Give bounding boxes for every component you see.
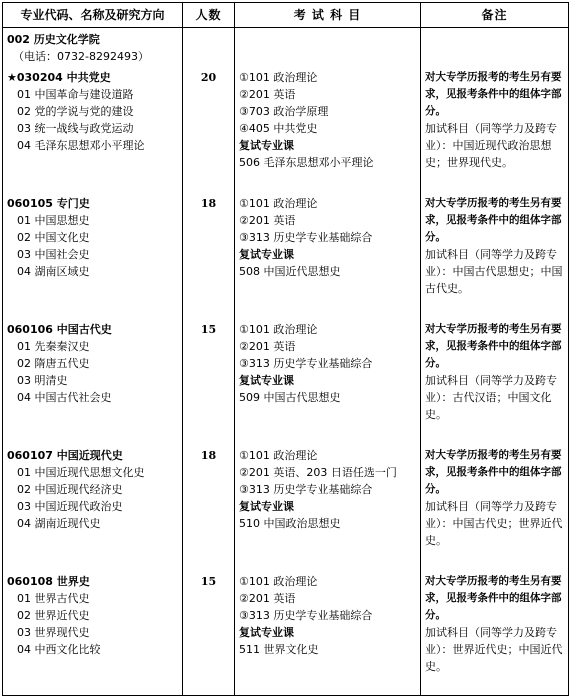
- major-count-block: [187, 443, 230, 569]
- major-count: 18: [200, 449, 217, 462]
- major-count: 18: [200, 197, 217, 210]
- header-major-code: 专业代码、名称及研究方向: [3, 3, 183, 28]
- school-subjects-empty: [235, 28, 421, 66]
- exam-subject: ②201 英语: [239, 340, 296, 353]
- exam-subject: ③703 政治学原理: [239, 105, 329, 118]
- exam-subjects-cell: [235, 317, 421, 443]
- retest-label: 复试专业课: [239, 626, 294, 639]
- exam-subject: ②201 英语、203 日语任选一门: [239, 466, 397, 479]
- note-requirement: 对大专学历报考的考生另有要求，见报考条件中的组体字部分。: [425, 575, 562, 621]
- research-direction: 03 世界现代史: [17, 626, 90, 639]
- notes-block: [425, 191, 564, 317]
- major-block: [7, 443, 178, 569]
- major-count-cell: [183, 317, 235, 443]
- major-name-cell: [3, 317, 183, 443]
- retest-subject: 506 毛泽东思想邓小平理论: [239, 156, 374, 169]
- research-direction: 04 湖南近现代史: [17, 517, 101, 530]
- major-count: 15: [200, 575, 217, 588]
- note-extra-subjects: 加试科目（同等学力及跨专业）：中国古代思想史；中国古代史。: [425, 248, 563, 295]
- retest-label: 复试专业课: [239, 248, 294, 261]
- header-subjects: 考 试 科 目: [235, 3, 421, 28]
- exam-subjects-block: [239, 65, 416, 191]
- exam-subject: ①101 政治理论: [239, 449, 318, 462]
- admissions-table: [2, 2, 569, 696]
- exam-subject: ④405 中共党史: [239, 122, 318, 135]
- notes-cell: [421, 191, 569, 317]
- major-count-cell: [183, 569, 235, 696]
- exam-subject: ②201 英语: [239, 592, 296, 605]
- exam-subject: ①101 政治理论: [239, 323, 318, 336]
- major-code-name: 060107 中国近现代史: [7, 449, 123, 462]
- retest-subject: 510 中国政治思想史: [239, 517, 341, 530]
- major-name-cell: [3, 443, 183, 569]
- notes-block: [425, 443, 564, 569]
- major-code-name: 060108 世界史: [7, 575, 90, 588]
- major-count-cell: [183, 443, 235, 569]
- exam-subjects-cell: [235, 65, 421, 191]
- exam-subject: ②201 英语: [239, 88, 296, 101]
- retest-subject: 511 世界文化史: [239, 643, 319, 656]
- major-block: [7, 317, 178, 443]
- note-requirement: 对大专学历报考的考生另有要求，见报考条件中的组体字部分。: [425, 323, 562, 369]
- notes-block: [425, 569, 564, 695]
- research-direction: 01 中国近现代思想文化史: [17, 466, 145, 479]
- research-direction: 02 隋唐五代史: [17, 357, 90, 370]
- exam-subject: ③313 历史学专业基础综合: [239, 483, 373, 496]
- research-direction: 04 毛泽东思想邓小平理论: [17, 139, 145, 152]
- major-name-cell: [3, 569, 183, 696]
- retest-label: 复试专业课: [239, 139, 294, 152]
- exam-subject: ①101 政治理论: [239, 71, 318, 84]
- exam-subject: ③313 历史学专业基础综合: [239, 357, 373, 370]
- research-direction: 04 中西文化比较: [17, 643, 101, 656]
- exam-subjects-cell: [235, 569, 421, 696]
- exam-subject: ③313 历史学专业基础综合: [239, 231, 373, 244]
- research-direction: 04 中国古代社会史: [17, 391, 112, 404]
- major-count: 15: [200, 323, 217, 336]
- exam-subjects-block: [239, 569, 416, 695]
- research-direction: 01 先秦秦汉史: [17, 340, 90, 353]
- major-code-name: 060105 专门史: [7, 197, 90, 210]
- school-name: 002 历史文化学院: [7, 33, 100, 46]
- notes-cell: [421, 569, 569, 696]
- major-count: 20: [200, 71, 217, 84]
- major-count-block: [187, 317, 230, 443]
- retest-label: 复试专业课: [239, 374, 294, 387]
- notes-block: [425, 65, 564, 191]
- note-extra-subjects: 加试科目（同等学力及跨专业）：中国近现代政治思想史；世界现代史。: [425, 122, 557, 169]
- major-row: [3, 569, 569, 696]
- exam-subject: ①101 政治理论: [239, 575, 318, 588]
- research-direction: 02 党的学说与党的建设: [17, 105, 134, 118]
- research-direction: 02 世界近代史: [17, 609, 90, 622]
- major-code-name: 060106 中国古代史: [7, 323, 112, 336]
- exam-subjects-cell: [235, 443, 421, 569]
- major-row: [3, 191, 569, 317]
- major-count-block: [187, 569, 230, 695]
- notes-block: [425, 317, 564, 443]
- major-count-cell: [183, 191, 235, 317]
- school-count-empty: [183, 28, 235, 66]
- major-code-name: ★030204 中共党史: [7, 71, 111, 84]
- research-direction: 03 明清史: [17, 374, 68, 387]
- retest-label: 复试专业课: [239, 500, 294, 513]
- research-direction: 01 中国革命与建设道路: [17, 88, 134, 101]
- note-requirement: 对大专学历报考的考生另有要求，见报考条件中的组体字部分。: [425, 449, 562, 495]
- major-count-block: [187, 191, 230, 317]
- school-phone: （电话：0732-8292493）: [13, 50, 149, 63]
- header-notes: 备注: [421, 3, 569, 28]
- notes-cell: [421, 65, 569, 191]
- exam-subject: ①101 政治理论: [239, 197, 318, 210]
- research-direction: 01 世界古代史: [17, 592, 90, 605]
- retest-subject: 508 中国近代思想史: [239, 265, 341, 278]
- major-row: [3, 317, 569, 443]
- major-name-cell: [3, 191, 183, 317]
- school-notes-empty: [421, 28, 569, 66]
- major-block: [7, 65, 178, 191]
- note-extra-subjects: 加试科目（同等学力及跨专业）：世界近代史；中国近代史。: [425, 626, 563, 673]
- research-direction: 03 中国社会史: [17, 248, 90, 261]
- major-count-cell: [183, 65, 235, 191]
- table-body: [3, 28, 569, 696]
- exam-subject: ②201 英语: [239, 214, 296, 227]
- school-row: [3, 28, 569, 66]
- research-direction: 04 湖南区域史: [17, 265, 90, 278]
- note-requirement: 对大专学历报考的考生另有要求，见报考条件中的组体字部分。: [425, 71, 562, 117]
- exam-subject: ③313 历史学专业基础综合: [239, 609, 373, 622]
- table-header-row: [3, 3, 569, 28]
- exam-subjects-block: [239, 317, 416, 443]
- admissions-catalog-page: [2, 2, 568, 682]
- note-requirement: 对大专学历报考的考生另有要求，见报考条件中的组体字部分。: [425, 197, 562, 243]
- header-count: 人数: [183, 3, 235, 28]
- school-cell: [3, 28, 183, 66]
- notes-cell: [421, 443, 569, 569]
- retest-subject: 509 中国古代思想史: [239, 391, 341, 404]
- major-row: [3, 443, 569, 569]
- exam-subjects-cell: [235, 191, 421, 317]
- major-row: [3, 65, 569, 191]
- exam-subjects-block: [239, 443, 416, 569]
- major-block: [7, 569, 178, 695]
- research-direction: 03 统一战线与政党运动: [17, 122, 134, 135]
- notes-cell: [421, 317, 569, 443]
- research-direction: 02 中国文化史: [17, 231, 90, 244]
- research-direction: 02 中国近现代经济史: [17, 483, 123, 496]
- research-direction: 01 中国思想史: [17, 214, 90, 227]
- major-name-cell: [3, 65, 183, 191]
- major-block: [7, 191, 178, 317]
- note-extra-subjects: 加试科目（同等学力及跨专业）：中国古代史；世界近代史。: [425, 500, 563, 547]
- note-extra-subjects: 加试科目（同等学力及跨专业）：古代汉语；中国文化史。: [425, 374, 557, 421]
- major-count-block: [187, 65, 230, 191]
- research-direction: 03 中国近现代政治史: [17, 500, 123, 513]
- exam-subjects-block: [239, 191, 416, 317]
